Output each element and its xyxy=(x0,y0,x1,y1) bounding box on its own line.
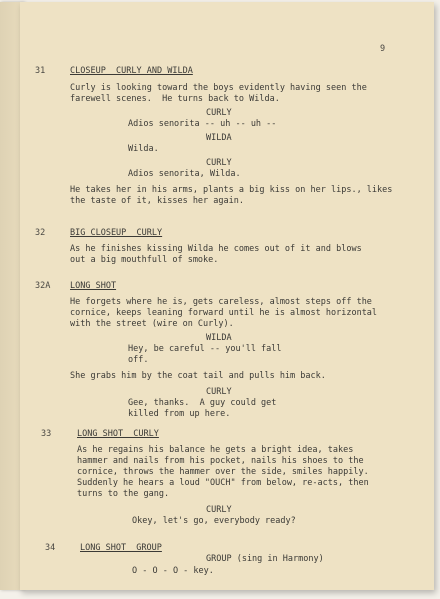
character-name: CURLY xyxy=(206,158,232,168)
scene-number: 33 xyxy=(41,429,52,439)
dialogue-line: Okey, let's go, everybody ready? xyxy=(132,516,296,526)
character-name: WILDA xyxy=(206,133,232,143)
scene-heading: LONG SHOT xyxy=(70,281,117,291)
action-line: the taste of it, kisses her again. xyxy=(70,196,244,206)
action-line: Curly is looking toward the boys evidently having seen the xyxy=(70,83,367,93)
dialogue-line: Gee, thanks. A guy could get xyxy=(128,398,277,408)
dialogue-line: Wilda. xyxy=(128,144,159,154)
dialogue-line: O - O - O - key. xyxy=(132,566,214,576)
action-line: As he regains his balance he gets a bright idea, takes xyxy=(77,445,354,455)
character-name: CURLY xyxy=(206,387,232,397)
dialogue-line: killed from up here. xyxy=(128,409,231,419)
action-line: out a big mouthfull of smoke. xyxy=(70,255,219,265)
script-page xyxy=(20,2,434,590)
character-name: WILDA xyxy=(206,333,232,343)
scene-number: 32 xyxy=(35,228,46,238)
character-name: CURLY xyxy=(206,505,232,515)
scene-heading: LONG SHOT CURLY xyxy=(77,429,159,439)
action-line: turns to the gang. xyxy=(77,489,170,499)
scene-number: 31 xyxy=(35,66,46,76)
scene-heading: CLOSEUP CURLY AND WILDA xyxy=(70,66,193,76)
dialogue-line: Adios senorita -- uh -- uh -- xyxy=(128,119,277,129)
character-name: GROUP (sing in Harmony) xyxy=(206,554,324,564)
action-line: Suddenly he hears a loud "OUCH" from below, re-acts, then xyxy=(77,478,369,488)
action-line: She grabs him by the coat tail and pulls him back. xyxy=(70,371,326,381)
dialogue-line: Hey, be careful -- you'll fall xyxy=(128,344,282,354)
dialogue-line: off. xyxy=(128,355,149,365)
action-line: cornice, throws the hammer over the side, smiles happily. xyxy=(77,467,369,477)
scene-number: 34 xyxy=(45,543,56,553)
action-line: farewell scenes. He turns back to Wilda. xyxy=(70,94,280,104)
scene-heading: LONG SHOT GROUP xyxy=(80,543,162,553)
action-line: He forgets where he is, gets careless, almost steps off the xyxy=(70,297,372,307)
action-line: He takes her in his arms, plants a big kiss on her lips., likes xyxy=(70,185,393,195)
action-line: hammer and nails from his pocket, nails his shoes to the xyxy=(77,456,364,466)
page-number: 9 xyxy=(380,44,386,54)
action-line: with the street (wire on Curly). xyxy=(70,319,234,329)
scene-heading: BIG CLOSEUP CURLY xyxy=(70,228,163,238)
scene-number: 32A xyxy=(35,281,51,291)
character-name: CURLY xyxy=(206,108,232,118)
dialogue-line: Adios senorita, Wilda. xyxy=(128,169,241,179)
action-line: As he finishes kissing Wilda he comes out of it and blows xyxy=(70,244,362,254)
action-line: cornice, keeps leaning forward until he is almost horizontal xyxy=(70,308,378,318)
